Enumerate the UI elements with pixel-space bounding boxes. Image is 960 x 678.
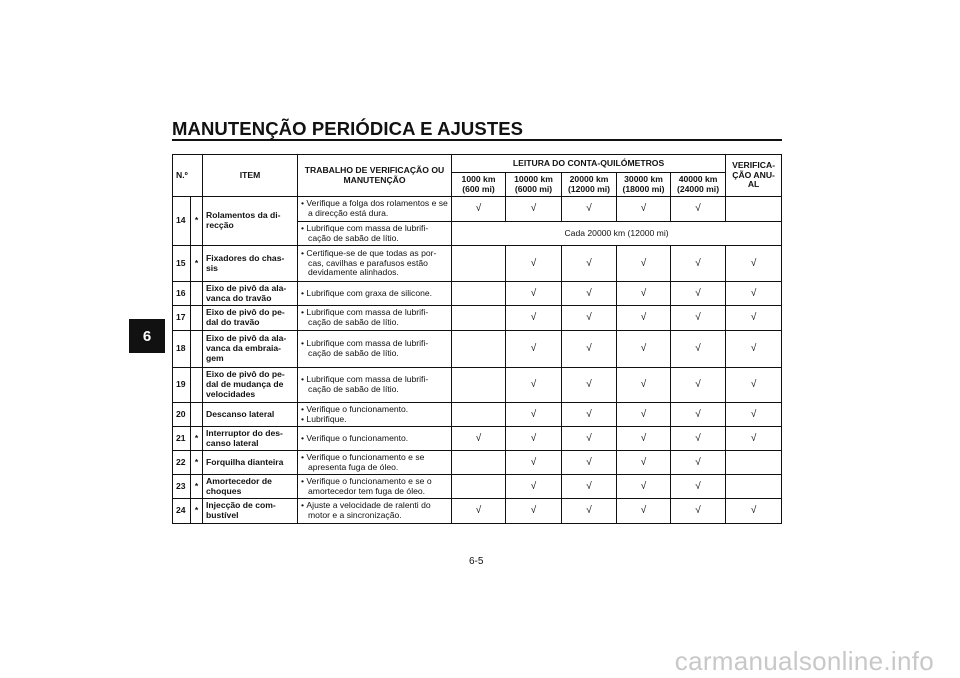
title-rule <box>172 139 782 141</box>
check-cell: √ <box>617 306 671 331</box>
work-cell <box>298 197 452 222</box>
row-number: 14 <box>173 197 191 246</box>
annual-check-cell: √ <box>726 499 782 524</box>
check-cell <box>452 368 506 403</box>
header-km-value: 1000 km <box>461 173 496 184</box>
check-cell: √ <box>562 475 617 499</box>
star-marker <box>191 306 203 331</box>
item-name: Rolamentos da di-recção <box>203 197 298 246</box>
work-cell <box>298 306 452 331</box>
star-marker <box>191 282 203 306</box>
header-km-value: 30000 km <box>624 173 663 184</box>
work-item: • Lubrifique com massa de lubrifi-cação de sabão de lítio. <box>301 375 448 394</box>
table-row <box>173 499 782 524</box>
item-name: Forquilha dianteira <box>203 451 298 475</box>
header-km-value: 20000 km <box>569 173 609 184</box>
star-marker: * <box>191 475 203 499</box>
star-marker: * <box>191 197 203 246</box>
star-marker: * <box>191 246 203 282</box>
check-cell: √ <box>671 451 726 475</box>
item-name: Eixo de pivô do pe-dal do travão <box>203 306 298 331</box>
check-cell: √ <box>562 246 617 282</box>
check-cell <box>452 246 506 282</box>
star-marker: * <box>191 499 203 524</box>
check-cell: √ <box>506 331 562 368</box>
table-row <box>173 451 782 475</box>
work-item: • Verifique o funcionamento e se o amortecedor tem fuga de óleo. <box>301 477 448 496</box>
check-cell: √ <box>562 451 617 475</box>
check-cell: √ <box>506 475 562 499</box>
check-cell: √ <box>562 403 617 427</box>
work-cell <box>298 282 452 306</box>
header-km-1 <box>506 173 562 197</box>
item-name: Fixadores do chas-sis <box>203 246 298 282</box>
work-item: • Lubrifique com massa de lubrifi-cação de sabão de lítio. <box>301 308 448 327</box>
check-cell: √ <box>617 368 671 403</box>
check-cell: √ <box>671 427 726 451</box>
header-mi-value: (12000 mi) <box>567 183 611 194</box>
header-annual: VERIFICA-ÇÃO ANU-AL <box>726 155 782 197</box>
header-km-3 <box>617 173 671 197</box>
header-mi-value: (18000 mi) <box>622 183 665 194</box>
annual-check-cell: √ <box>726 246 782 282</box>
star-marker <box>191 331 203 368</box>
header-km-value: 40000 km <box>678 173 718 184</box>
work-item: • Verifique a folga dos rolamentos e se a direcção está dura. <box>301 199 448 218</box>
table-row <box>173 427 782 451</box>
check-cell: √ <box>562 427 617 451</box>
item-name: Eixo de pivô da ala-vanca da embraia-gem <box>203 331 298 368</box>
row-number: 17 <box>173 306 191 331</box>
check-cell: √ <box>617 246 671 282</box>
check-cell: √ <box>617 451 671 475</box>
item-name: Eixo de pivô do pe-dal de mudança de velocidades <box>203 368 298 403</box>
item-name: Interruptor do des-canso lateral <box>203 427 298 451</box>
header-km-0 <box>452 173 506 197</box>
work-cell <box>298 451 452 475</box>
header-km-4 <box>671 173 726 197</box>
star-marker: * <box>191 451 203 475</box>
check-cell: √ <box>671 246 726 282</box>
header-reading: LEITURA DO CONTA-QUILÓMETROS <box>452 155 726 173</box>
row-number: 15 <box>173 246 191 282</box>
table-row <box>173 331 782 368</box>
row-number: 20 <box>173 403 191 427</box>
work-item: • Verifique o funcionamento e se apresenta fuga de óleo. <box>301 453 448 472</box>
annual-check-cell: √ <box>726 282 782 306</box>
annual-check-cell: √ <box>726 403 782 427</box>
row-number: 19 <box>173 368 191 403</box>
check-cell: √ <box>506 427 562 451</box>
header-item: ITEM <box>203 155 298 197</box>
check-cell: √ <box>671 282 726 306</box>
check-cell: √ <box>617 282 671 306</box>
check-cell: √ <box>671 368 726 403</box>
work-item: • Verifique o funcionamento. <box>301 434 448 444</box>
check-cell: √ <box>506 197 562 222</box>
check-cell: √ <box>506 282 562 306</box>
check-cell <box>452 306 506 331</box>
header-km-value: 10000 km <box>514 173 553 184</box>
work-item: • Lubrifique com massa de lubrifi-cação de sabão de lítio. <box>301 339 448 358</box>
check-cell: √ <box>506 403 562 427</box>
check-cell <box>452 331 506 368</box>
header-no: N.º <box>173 155 203 197</box>
interval-span-cell: Cada 20000 km (12000 mi) <box>452 222 782 246</box>
row-number: 18 <box>173 331 191 368</box>
annual-check-cell: √ <box>726 331 782 368</box>
annual-check-cell <box>726 197 782 222</box>
work-cell <box>298 331 452 368</box>
work-cell <box>298 368 452 403</box>
work-cell <box>298 499 452 524</box>
check-cell: √ <box>506 368 562 403</box>
check-cell: √ <box>452 427 506 451</box>
check-cell <box>452 403 506 427</box>
header-km-2 <box>562 173 617 197</box>
check-cell: √ <box>452 197 506 222</box>
check-cell: √ <box>506 246 562 282</box>
work-item: • Ajuste a velocidade de ralenti do motor e a sincronização. <box>301 501 448 520</box>
star-marker: * <box>191 427 203 451</box>
row-number: 21 <box>173 427 191 451</box>
table-row <box>173 403 782 427</box>
star-marker <box>191 403 203 427</box>
item-name: Amortecedor de choques <box>203 475 298 499</box>
check-cell: √ <box>506 499 562 524</box>
work-item: • Certifique-se de que todas as por-cas, cavilhas e parafusos estão devidamente alinhados. <box>301 249 448 278</box>
check-cell: √ <box>617 427 671 451</box>
work-item: • Lubrifique. <box>301 415 448 425</box>
check-cell: √ <box>671 197 726 222</box>
row-number: 16 <box>173 282 191 306</box>
item-name: Descanso lateral <box>203 403 298 427</box>
row-number: 22 <box>173 451 191 475</box>
annual-check-cell: √ <box>726 368 782 403</box>
check-cell: √ <box>562 499 617 524</box>
check-cell: √ <box>506 451 562 475</box>
annual-check-cell: √ <box>726 427 782 451</box>
work-cell <box>298 222 452 246</box>
check-cell: √ <box>452 499 506 524</box>
check-cell: √ <box>617 499 671 524</box>
work-item: • Verifique o funcionamento. <box>301 405 448 415</box>
check-cell: √ <box>671 403 726 427</box>
maintenance-table <box>172 154 782 524</box>
check-cell: √ <box>562 331 617 368</box>
check-cell: √ <box>617 197 671 222</box>
check-cell: √ <box>671 475 726 499</box>
check-cell: √ <box>617 475 671 499</box>
item-name: Injecção de com-bustível <box>203 499 298 524</box>
work-cell <box>298 246 452 282</box>
annual-check-cell: √ <box>726 306 782 331</box>
annual-check-cell <box>726 451 782 475</box>
check-cell <box>452 451 506 475</box>
page-title: MANUTENÇÃO PERIÓDICA E AJUSTES <box>172 118 524 139</box>
check-cell: √ <box>671 499 726 524</box>
check-cell: √ <box>562 368 617 403</box>
work-cell <box>298 403 452 427</box>
check-cell: √ <box>671 306 726 331</box>
table-row <box>173 306 782 331</box>
work-cell <box>298 475 452 499</box>
check-cell: √ <box>562 306 617 331</box>
page-number: 6-5 <box>469 556 484 567</box>
row-number: 23 <box>173 475 191 499</box>
table-row <box>173 197 782 222</box>
work-item: • Lubrifique com graxa de silicone. <box>301 289 448 299</box>
star-marker <box>191 368 203 403</box>
check-cell: √ <box>562 197 617 222</box>
chapter-tab: 6 <box>129 319 165 353</box>
work-item: • Lubrifique com massa de lubrifi-cação de sabão de lítio. <box>301 224 448 243</box>
header-mi-value: (600 mi) <box>462 183 495 194</box>
check-cell <box>452 282 506 306</box>
work-cell <box>298 427 452 451</box>
table-row <box>173 246 782 282</box>
watermark: carmanualsonline.info <box>674 646 934 676</box>
table-row <box>173 475 782 499</box>
check-cell: √ <box>506 306 562 331</box>
item-name: Eixo de pivô da ala-vanca do travão <box>203 282 298 306</box>
table-row <box>173 282 782 306</box>
check-cell: √ <box>617 331 671 368</box>
check-cell <box>452 475 506 499</box>
row-number: 24 <box>173 499 191 524</box>
header-mi-value: (6000 mi) <box>514 183 553 194</box>
table-row <box>173 368 782 403</box>
header-work: TRABALHO DE VERIFICAÇÃO OU MANUTENÇÃO <box>298 155 452 197</box>
check-cell: √ <box>671 331 726 368</box>
header-mi-value: (24000 mi) <box>677 183 720 194</box>
check-cell: √ <box>617 403 671 427</box>
annual-check-cell <box>726 475 782 499</box>
check-cell: √ <box>562 282 617 306</box>
